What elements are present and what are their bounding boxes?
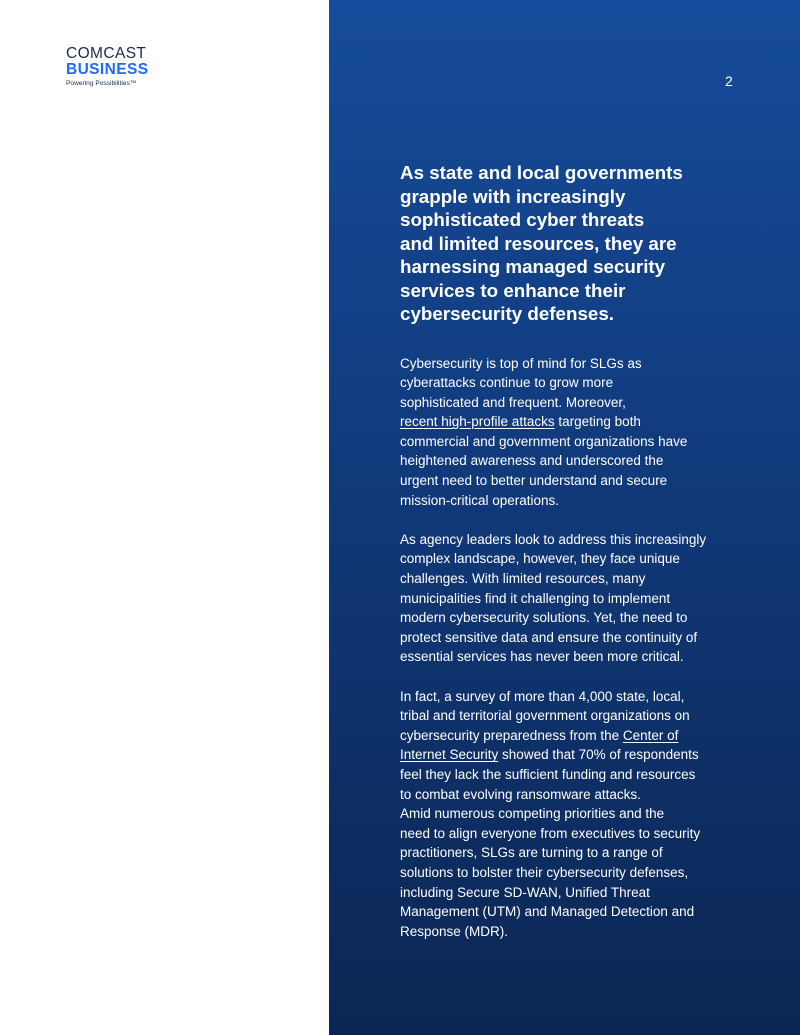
logo-wordmark-business: BUSINESS [66, 61, 149, 78]
paragraph-4: Amid numerous competing priorities and the need to align everyone from executives to security practitioners, SLGs are turning to a range of solutions to bolster their cybersecurity defenses, including Secure SD-WAN, Unified Threat Management (UTM) and Managed Detection and Response (MDR). [400, 806, 701, 939]
left-panel [0, 0, 329, 1035]
right-panel [329, 0, 800, 1035]
paragraph-3 [400, 687, 740, 805]
page-number: 2 [725, 73, 733, 89]
article-content [400, 161, 740, 941]
paragraph-1-text-start: Cybersecurity is top of mind for SLGs as cyberattacks continue to grow more sophisticated and frequent. Moreover, [400, 355, 642, 410]
center-of-internet-security-link[interactable]: Center of Internet Security [400, 727, 679, 763]
paragraph-1-text-end: targeting both commercial and government organizations have heightened awareness and underscored the urgent need to better understand and secure mission-critical operations. [400, 414, 688, 508]
headline: As state and local governments grapple with increasingly sophisticated cyber threats and limited resources, they are harnessing managed security services to enhance their cybersecurity defenses. [400, 162, 683, 324]
paragraph-1 [400, 354, 740, 511]
paragraph-3-text-start: In fact, a survey of more than 4,000 state, local, tribal and territorial government organizations on cybersecurity preparedness from the [400, 688, 690, 743]
comcast-business-logo [66, 46, 176, 88]
logo-tagline: Powering Possibilities™ [66, 80, 137, 87]
logo-wordmark-comcast: COMCAST [66, 45, 147, 62]
paragraph-3-text-end: showed that 70% of respondents feel they lack the sufficient funding and resources to combat evolving ransomware attacks. [400, 747, 699, 802]
paragraph-2: As agency leaders look to address this increasingly complex landscape, however, they face unique challenges. With limited resources, many municipalities find it challenging to implement modern cybersecurity solutions. Yet, the need to protect sensitive data and ensure the continuity of essential services has never been more critical. [400, 531, 707, 665]
recent-attacks-link[interactable]: recent high-profile attacks [400, 414, 555, 430]
